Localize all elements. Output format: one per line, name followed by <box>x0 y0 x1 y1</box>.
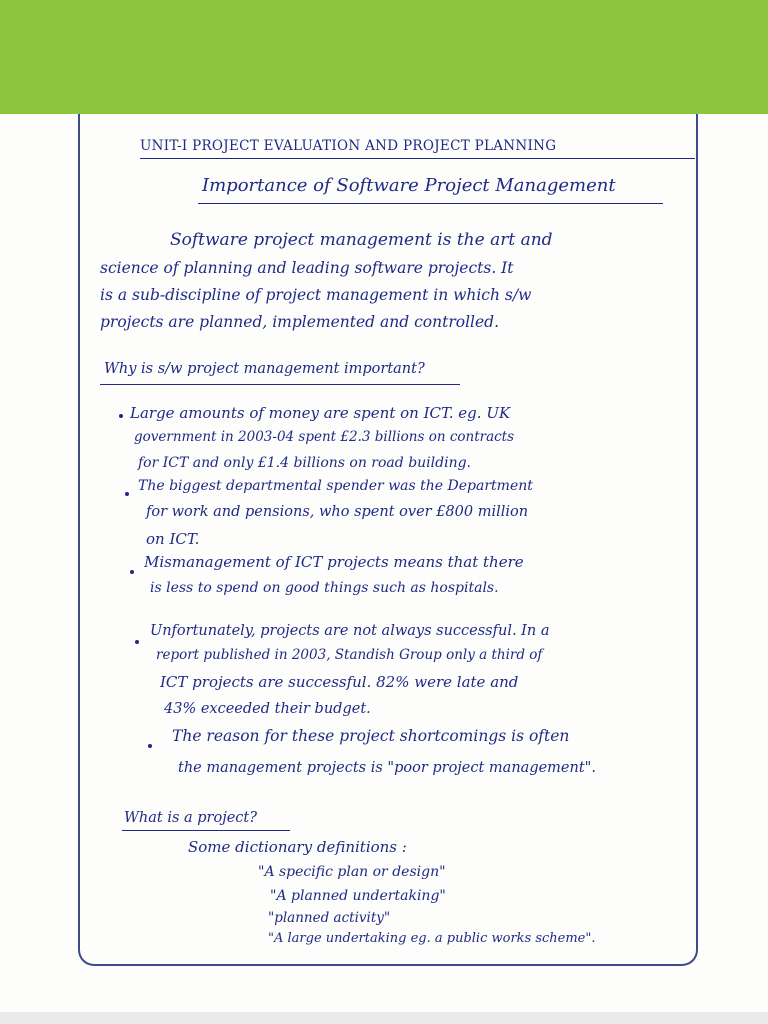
intro-line-2: science of planning and leading software projects. It <box>100 259 514 277</box>
intro-line-3: is a sub-discipline of project management in which s/w <box>100 286 532 304</box>
bullet-1-line-2: government in 2003-04 spent £2.3 billions on contracts <box>134 429 515 445</box>
top-banner <box>0 0 768 114</box>
bullet-marker <box>119 414 123 418</box>
bullet-2-line-1: The biggest departmental spender was the Department <box>138 478 533 494</box>
bullet-marker <box>130 570 134 574</box>
intro-line-4: projects are planned, implemented and controlled. <box>100 313 500 331</box>
why-heading-underline <box>100 384 460 385</box>
bullet-5-line-2: the management projects is "poor project management". <box>178 760 596 776</box>
definition-1: "A specific plan or design" <box>258 864 446 880</box>
bullet-4-line-1: Unfortunately, projects are not always successful. In a <box>150 623 550 639</box>
project-intro: Some dictionary definitions : <box>188 838 407 856</box>
definition-3: "planned activity" <box>268 910 391 926</box>
bullet-4-line-4: 43% exceeded their budget. <box>164 701 371 717</box>
intro-line-1: Software project management is the art and <box>170 230 553 250</box>
bullet-marker <box>125 492 129 496</box>
bottom-strip <box>0 1012 768 1024</box>
topic-title: Importance of Software Project Management <box>202 175 616 196</box>
unit-title-underline <box>140 158 695 159</box>
bullet-3-line-2: is less to spend on good things such as hospitals. <box>150 580 499 596</box>
bullet-2-line-3: on ICT. <box>146 530 200 548</box>
bullet-marker <box>135 640 139 644</box>
bullet-3-line-1: Mismanagement of ICT projects means that there <box>144 553 524 571</box>
bullet-4-line-2: report published in 2003, Standish Group only a third of <box>156 647 543 663</box>
bullet-1-line-1: Large amounts of money are spent on ICT. eg. UK <box>130 404 511 422</box>
unit-title: UNIT-I PROJECT EVALUATION AND PROJECT PLANNING <box>140 138 557 154</box>
bullet-5-line-1: The reason for these project shortcomings is often <box>172 727 570 745</box>
project-heading: What is a project? <box>124 810 258 826</box>
bullet-4-line-3: ICT projects are successful. 82% were late and <box>160 673 519 691</box>
bullet-marker <box>148 744 152 748</box>
definition-2: "A planned undertaking" <box>270 888 446 904</box>
topic-title-underline <box>198 203 663 204</box>
bullet-1-line-3: for ICT and only £1.4 billions on road building. <box>138 455 471 471</box>
project-heading-underline <box>122 830 290 831</box>
bullet-2-line-2: for work and pensions, who spent over £800 million <box>146 504 529 520</box>
definition-4: "A large undertaking eg. a public works scheme". <box>268 931 596 946</box>
why-heading: Why is s/w project management important? <box>104 361 425 377</box>
